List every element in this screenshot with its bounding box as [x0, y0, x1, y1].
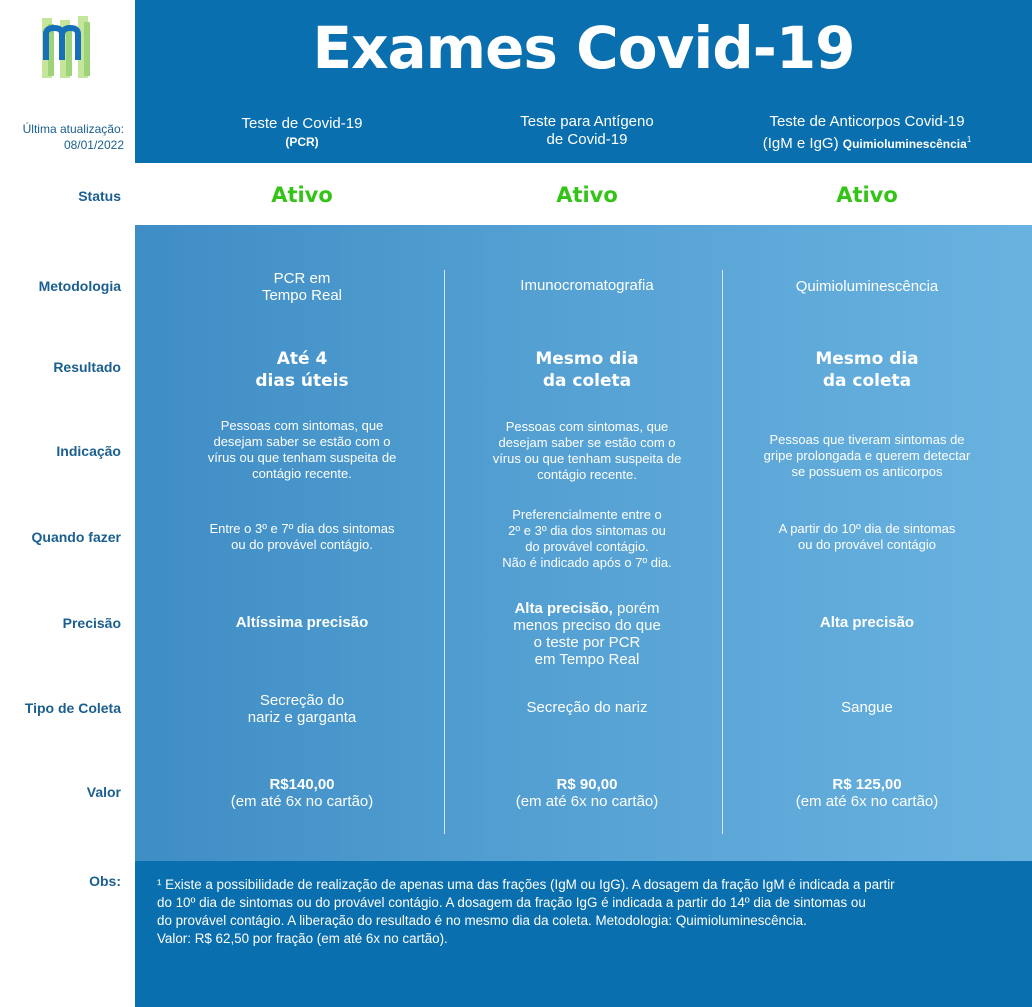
text-line: se possuem os anticorpos [791, 464, 943, 479]
text-line: Pessoas que tiveram sintomas de [769, 432, 965, 447]
text-line: contágio recente. [537, 467, 637, 482]
resultado-antigeno [442, 348, 732, 392]
column-header-pcr [157, 115, 447, 151]
text-line: Preferencialmente entre o [512, 507, 662, 522]
text-line: desejam saber se estão com o [498, 435, 676, 450]
column-header-line1: Teste para Antígeno [520, 113, 654, 130]
valor-anticorpos [722, 776, 1012, 810]
text-line: em Tempo Real [534, 651, 640, 668]
text-line: do 10º dia de sintomas ou do provável contágio. A dosagem da fração IgG é indicada a partir do 14º dia de sintomas ou [157, 895, 866, 910]
label-status: Status [78, 188, 121, 204]
text-line: o teste por PCR [533, 634, 641, 651]
price-note: (em até 6x no cartão) [795, 793, 939, 810]
precisao-pcr: Altíssima precisão [235, 614, 369, 631]
text-line: Até 4 [276, 349, 328, 369]
text-line: Mesmo dia [535, 349, 639, 369]
resultado-anticorpos [722, 348, 1012, 392]
label-valor: Valor [86, 784, 121, 800]
price: R$ 90,00 [556, 776, 618, 793]
label-obs: Obs: [89, 873, 121, 889]
last-update [0, 121, 124, 153]
precisao-anticorpos: Alta precisão [819, 614, 915, 631]
last-update-label: Última atualização: [22, 122, 124, 136]
text-line: Mesmo dia [815, 349, 919, 369]
text-line: nariz e garganta [247, 709, 357, 726]
text-line: Pessoas com sintomas, que [505, 419, 669, 434]
price: R$ 125,00 [832, 776, 902, 793]
brand-logo [40, 14, 96, 78]
label-precisao: Precisão [62, 615, 121, 631]
metodologia-antigeno: Imunocromatografia [520, 277, 654, 294]
text-line: A partir do 10º dia de sintomas [778, 521, 956, 536]
tipo-antigeno: Secreção do nariz [526, 699, 648, 716]
text-line: 2º e 3º dia dos sintomas ou [508, 523, 666, 538]
label-resultado: Resultado [53, 359, 121, 375]
column-header-line2b: Quimioluminescência [842, 137, 967, 151]
text-line: Valor: R$ 62,50 por fração (em até 6x no cartão). [157, 931, 448, 946]
text-line: gripe prolongada e querem detectar [763, 448, 971, 463]
column-header-antigeno [442, 113, 732, 149]
valor-antigeno [442, 776, 732, 810]
last-update-date: 08/01/2022 [63, 138, 124, 152]
quando-anticorpos [722, 521, 1012, 553]
metodologia-anticorpos: Quimioluminescência [795, 278, 939, 295]
text-line: PCR em [273, 270, 331, 287]
status-badge: Ativo [836, 183, 898, 207]
precisao-antigeno [442, 600, 732, 668]
label-quando-fazer: Quando fazer [31, 529, 121, 545]
indicacao-anticorpos [722, 432, 1012, 480]
text-line: menos preciso do que [513, 617, 661, 634]
text-line: ¹ Existe a possibilidade de realização de apenas uma das frações (IgM ou IgG). A dosagem da fração IgM é indicada a partir [157, 877, 895, 892]
label-indicacao: Indicação [56, 443, 121, 459]
column-header-line2: (PCR) [285, 135, 319, 149]
footnote-marker: 1 [966, 135, 972, 144]
text-line: Entre o 3º e 7º dia dos sintomas [209, 521, 395, 536]
quando-antigeno [442, 507, 732, 571]
text-line: da coleta [542, 371, 632, 391]
text-line: ou do provável contágio. [231, 537, 373, 552]
text-strong: Alta precisão, [514, 600, 613, 617]
obs-text [157, 876, 1017, 948]
metodologia-pcr [157, 270, 447, 304]
price-note: (em até 6x no cartão) [515, 793, 659, 810]
text-line [442, 600, 732, 617]
status-badge: Ativo [556, 183, 618, 207]
text-line: vírus ou que tenham suspeita de [492, 451, 682, 466]
quando-pcr [157, 521, 447, 553]
column-header-line1: Teste de Anticorpos Covid-19 [769, 113, 965, 130]
text-line: da coleta [822, 371, 912, 391]
text-line: vírus ou que tenham suspeita de [207, 450, 397, 465]
indicacao-pcr [157, 418, 447, 482]
tipo-anticorpos: Sangue [841, 699, 893, 716]
text-line: Não é indicado após o 7º dia. [502, 555, 672, 570]
text-rest: porém [612, 600, 660, 617]
resultado-pcr [157, 348, 447, 392]
label-metodologia: Metodologia [38, 278, 121, 294]
text-line: Pessoas com sintomas, que [220, 418, 384, 433]
page-title: Exames Covid-19 [312, 14, 855, 82]
tipo-pcr [157, 692, 447, 726]
text-line: ou do provável contágio [797, 537, 937, 552]
text-line: do provável contágio. A liberação do resultado é no mesmo dia da coleta. Metodologia: Quimioluminescência. [157, 913, 807, 928]
text-line: Tempo Real [261, 287, 343, 304]
label-tipo-coleta: Tipo de Coleta [24, 700, 121, 716]
price-note: (em até 6x no cartão) [230, 793, 374, 810]
price: R$140,00 [269, 776, 335, 793]
column-header-line1: Teste de Covid-19 [241, 115, 363, 132]
text-line: desejam saber se estão com o [213, 434, 391, 449]
column-header-line2: de Covid-19 [546, 131, 628, 148]
column-header-line2a: (IgM e IgG) [762, 135, 839, 152]
column-header-anticorpos [722, 113, 1012, 153]
valor-pcr [157, 776, 447, 810]
indicacao-antigeno [442, 419, 732, 483]
text-line: do provável contágio. [525, 539, 649, 554]
text-line: contágio recente. [252, 466, 352, 481]
text-line: Secreção do [259, 692, 345, 709]
text-line: dias úteis [255, 371, 349, 391]
status-badge: Ativo [271, 183, 333, 207]
